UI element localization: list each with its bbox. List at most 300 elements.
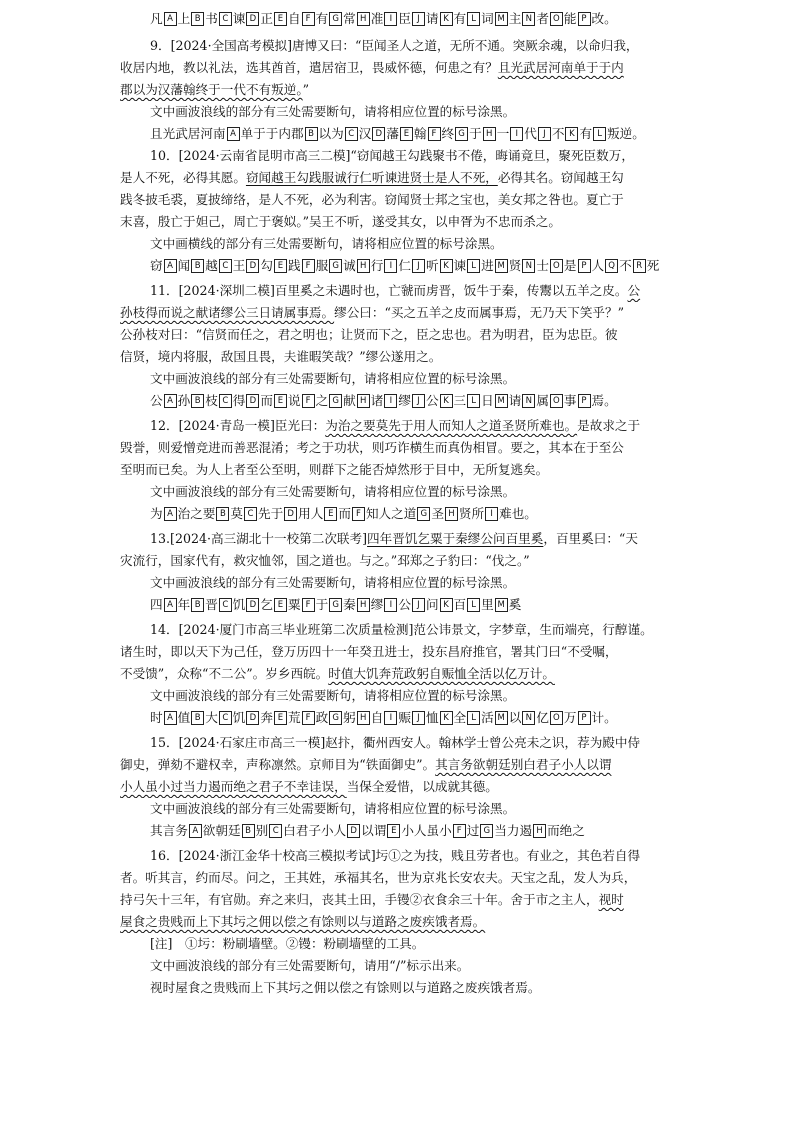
break-label-box[interactable]: B (191, 711, 204, 725)
segment-text: 行 (370, 258, 384, 273)
segment-text: 闻 (177, 258, 191, 273)
break-label-box[interactable]: E (274, 394, 287, 408)
segment-text: 属 (536, 393, 549, 408)
segment-text: 藩 (386, 126, 399, 141)
line-content (0, 167, 624, 189)
text-line (0, 233, 794, 255)
break-label-box[interactable]: G (329, 711, 342, 725)
break-label-box[interactable]: O (550, 394, 563, 408)
break-label-box[interactable]: A (227, 127, 240, 141)
wavy-underlined-text: 时值大饥奔荒政躬自赈恤全活以亿万计。 (328, 666, 555, 681)
break-label-box[interactable]: K (440, 259, 453, 273)
body-text: 践冬披毛裘，夏披缔络，是人不死，必为利害。窃闻贤士邦之宝也，美女邦之咎也。夏亡于 (120, 192, 624, 207)
break-label-box[interactable]: J (412, 598, 425, 612)
line-content (0, 528, 638, 550)
break-label-box[interactable]: E (324, 507, 337, 521)
line-content (0, 933, 424, 955)
body-text: 公孙枝对曰：“信贤而任之，君之明也；让贤而下之，臣之忠也。君为明君，臣为忠臣。彼 (120, 327, 618, 342)
break-label-box[interactable]: K (440, 598, 453, 612)
body-text: 12．[2024·青岛一模]臣光曰： (150, 418, 326, 433)
segment-text: 公 (150, 393, 163, 408)
break-label-box[interactable]: B (191, 394, 204, 408)
break-label-box[interactable]: E (274, 259, 287, 273)
wavy-underlined-text: 屋食之贵贱而上下其圬之佣以偿之有馀则以与道路之废疾饿者焉。 (120, 914, 486, 929)
break-label-box[interactable]: F (302, 598, 315, 612)
segment-text: 其言务 (150, 823, 188, 838)
segment-text: 难也。 (499, 506, 537, 521)
segment-text: 臣 (398, 11, 411, 26)
segment-text: 正 (260, 11, 273, 26)
segment-text: 是 (563, 258, 577, 273)
break-label-box[interactable]: B (242, 824, 255, 838)
text-line (0, 346, 794, 368)
break-label-box[interactable]: P (578, 711, 591, 725)
break-label-box[interactable]: N (522, 394, 535, 408)
text-line (0, 663, 794, 685)
text-line (0, 368, 794, 390)
segment-text: 死 (646, 258, 660, 273)
wavy-underlined-text: 其言务欲朝廷别白君子小人以谓 (435, 757, 612, 772)
segment-text: 翰 (413, 126, 427, 141)
text-line (0, 911, 794, 933)
line-content (0, 820, 585, 842)
break-label-box[interactable]: C (269, 824, 282, 838)
break-label-box[interactable]: R (633, 259, 646, 273)
segment-text: 不 (619, 258, 632, 273)
option-line (0, 594, 794, 616)
line-content (0, 57, 624, 79)
wavy-underlined-text: 小人虽小过当力遏而绝之君子不幸诖误， (120, 779, 347, 794)
segment-text: 听 (425, 258, 439, 273)
body-text: 文中画波浪线的部分有三处需要断句，请将相应位置的标号涂黑。 (150, 371, 516, 386)
line-content (0, 8, 617, 30)
option-line (0, 255, 794, 277)
segment-text: 有 (579, 126, 593, 141)
line-content (0, 977, 540, 999)
option-line (0, 503, 794, 525)
break-label-box[interactable]: A (164, 711, 177, 725)
text-line (0, 619, 794, 641)
text-line (0, 798, 794, 820)
break-label-box[interactable]: P (578, 394, 591, 408)
break-label-box[interactable]: C (219, 598, 232, 612)
segment-text: 自 (370, 710, 384, 725)
segment-text: 焉。 (591, 393, 617, 408)
break-label-box[interactable]: L (467, 259, 480, 273)
break-label-box[interactable]: M (495, 598, 508, 612)
line-content (0, 550, 530, 572)
segment-text: 年 (177, 597, 191, 612)
break-label-box[interactable]: F (302, 12, 315, 26)
segment-text: 且光武居河南 (150, 126, 226, 141)
body-text: 毁誉，则爱憎竞进而善恶混淆；考之于功状，则巧诈横生而真伪相冒。要之，其本在于至公 (120, 440, 624, 455)
break-label-box[interactable]: E (387, 824, 400, 838)
segment-text: 缪 (370, 597, 384, 612)
break-label-box[interactable]: A (164, 259, 177, 273)
segment-text: 先于 (257, 506, 284, 521)
text-line (0, 550, 794, 572)
segment-text: 白君子小人 (283, 823, 347, 838)
text-line (0, 459, 794, 481)
break-label-box[interactable]: K (440, 711, 453, 725)
break-label-box[interactable]: J (538, 127, 551, 141)
break-label-box[interactable]: I (384, 711, 397, 725)
line-content (0, 233, 503, 255)
segment-text: 诸 (370, 393, 384, 408)
break-label-box[interactable]: N (522, 12, 535, 26)
text-line (0, 955, 794, 977)
break-label-box[interactable]: C (244, 507, 257, 521)
break-label-box[interactable]: I (510, 127, 523, 141)
break-label-box[interactable]: D (246, 598, 259, 612)
segment-text: 而 (260, 393, 273, 408)
break-label-box[interactable]: G (329, 394, 342, 408)
segment-text: 大 (205, 710, 218, 725)
break-label-box[interactable]: J (412, 259, 425, 273)
break-label-box[interactable]: F (302, 394, 315, 408)
break-label-box[interactable]: C (345, 127, 358, 141)
text-line (0, 933, 794, 955)
segment-text: 于 (469, 126, 482, 141)
break-label-box[interactable]: H (357, 394, 370, 408)
segment-text: 人 (591, 258, 605, 273)
line-content (0, 707, 617, 729)
segment-text: 改。 (591, 11, 617, 26)
segment-text: 自 (287, 11, 301, 26)
break-label-box[interactable]: B (305, 127, 318, 141)
body-text: 末喜，殷亡于妲己，周亡于褒姒。”吴王不听，遂受其女，以申胥为不忠而杀之。 (120, 214, 561, 229)
line-content (0, 619, 653, 641)
segment-text: 躬 (343, 710, 356, 725)
segment-text: 恤 (425, 710, 439, 725)
segment-text: 饥 (232, 710, 246, 725)
break-label-box[interactable]: F (302, 711, 315, 725)
break-label-box[interactable]: F (352, 507, 365, 521)
segment-text: 活 (481, 710, 494, 725)
text-line (0, 302, 794, 324)
break-label-box[interactable]: A (164, 394, 177, 408)
line-content (0, 955, 469, 977)
break-label-box[interactable]: K (440, 394, 453, 408)
text-line (0, 732, 794, 754)
segment-text: 而 (338, 506, 351, 521)
segment-text: 当力遏 (494, 823, 533, 838)
break-label-box[interactable]: D (246, 711, 259, 725)
body-text: ，百里奚曰：“天 (543, 531, 638, 546)
segment-text: 汉 (358, 126, 372, 141)
body-text: 御史，弹劾不避权幸，声称凛然。京师目为“铁面御史”。 (120, 757, 436, 772)
break-label-box[interactable]: D (246, 394, 259, 408)
segment-text: 缪 (398, 393, 411, 408)
line-content (0, 867, 636, 889)
segment-text: 问 (425, 597, 439, 612)
break-label-box[interactable]: A (164, 598, 177, 612)
segment-text: 说 (287, 393, 301, 408)
line-content (0, 459, 548, 481)
line-content (0, 79, 309, 101)
segment-text: 准 (370, 11, 384, 26)
break-label-box[interactable]: J (412, 394, 425, 408)
body-text: 文中画波浪线的部分有三处需要断句，请将相应位置的标号涂黑。 (150, 575, 516, 590)
break-label-box[interactable]: H (533, 824, 546, 838)
break-label-box[interactable]: G (329, 598, 342, 612)
break-label-box[interactable]: A (189, 824, 202, 838)
break-label-box[interactable]: I (485, 507, 498, 521)
line-content (0, 35, 639, 57)
body-text: 文中画横线的部分有三处需要断句，请将相应位置的标号涂黑。 (150, 236, 503, 251)
break-label-box[interactable]: A (164, 507, 177, 521)
break-label-box[interactable]: K (565, 127, 578, 141)
segment-text: 践 (287, 258, 301, 273)
body-text: 必得其名。窃闻越王勾 (497, 170, 624, 185)
body-text: 当保全爱惜，以成就其德。 (346, 779, 498, 794)
segment-text: 奔 (260, 710, 273, 725)
segment-text: 孙 (177, 393, 191, 408)
break-label-box[interactable]: I (384, 598, 397, 612)
break-label-box[interactable]: H (357, 259, 370, 273)
break-label-box[interactable]: H (357, 598, 370, 612)
segment-text: 献 (343, 393, 356, 408)
segment-text: 单于于内郡 (240, 126, 304, 141)
break-label-box[interactable]: M (495, 394, 508, 408)
body-text: 10．[2024·云南省昆明市高三二模]“窃闻越王勾践聚书不倦，晦诵竟旦，聚死臣数万， (150, 148, 634, 163)
segment-text: 日 (481, 393, 494, 408)
text-line (0, 685, 794, 707)
text-line (0, 481, 794, 503)
segment-text: 粟 (287, 597, 301, 612)
break-label-box[interactable]: L (593, 127, 606, 141)
body-text: 9．[2024·全国高考模拟]唐博又曰：“臣闻圣人之道，无所不通。突厥余魂，以命归我， (150, 38, 639, 53)
break-label-box[interactable]: J (412, 12, 425, 26)
break-label-box[interactable]: A (164, 12, 177, 26)
text-line (0, 641, 794, 663)
break-label-box[interactable]: K (440, 12, 453, 26)
break-label-box[interactable]: G (329, 12, 342, 26)
break-label-box[interactable]: F (302, 259, 315, 273)
segment-text: 饥 (232, 597, 246, 612)
break-label-box[interactable]: B (216, 507, 229, 521)
break-label-box[interactable]: D (246, 259, 259, 273)
break-label-box[interactable]: O (550, 259, 563, 273)
body-text: [注] ①圬：粉刷墙壁。②镘：粉刷墙壁的工具。 (150, 936, 425, 951)
line-content (0, 798, 515, 820)
line-content (0, 302, 624, 324)
break-label-box[interactable]: E (274, 12, 287, 26)
segment-text: 公 (425, 393, 439, 408)
segment-text: 小人虽小 (401, 823, 452, 838)
line-content (0, 663, 555, 685)
segment-text: 政 (315, 710, 329, 725)
segment-text: 服 (315, 258, 329, 273)
segment-text: 于 (315, 597, 329, 612)
break-label-box[interactable]: O (550, 711, 563, 725)
break-label-box[interactable]: I (384, 259, 397, 273)
break-label-box[interactable]: B (191, 12, 204, 26)
break-label-box[interactable]: M (495, 12, 508, 26)
text-line (0, 101, 794, 123)
break-label-box[interactable]: N (522, 259, 535, 273)
segment-text: 莫 (230, 506, 243, 521)
text-line (0, 437, 794, 459)
body-text: 是故求之于 (577, 418, 641, 433)
break-label-box[interactable]: D (246, 12, 259, 26)
break-label-box[interactable]: C (219, 394, 232, 408)
segment-text: 别 (255, 823, 269, 838)
segment-text: 越 (205, 258, 218, 273)
break-label-box[interactable]: D (372, 127, 385, 141)
wavy-underlined-text: 郡以为汉藩翰终于一代不有叛逆。 (120, 82, 303, 97)
break-label-box[interactable]: C (219, 711, 232, 725)
segment-text: 治之要 (177, 506, 216, 521)
segment-text: 者 (536, 11, 549, 26)
segment-text: 仁 (398, 258, 411, 273)
break-label-box[interactable]: I (384, 394, 397, 408)
segment-text: 谏 (453, 258, 467, 273)
segment-text: 计。 (591, 710, 617, 725)
segment-text: 乞 (260, 597, 273, 612)
break-label-box[interactable]: C (219, 259, 232, 273)
break-label-box[interactable]: B (191, 259, 204, 273)
break-label-box[interactable]: P (578, 12, 591, 26)
segment-text: 士 (536, 258, 549, 273)
break-label-box[interactable]: E (274, 711, 287, 725)
break-label-box[interactable]: H (483, 127, 496, 141)
segment-text: 荒 (287, 710, 301, 725)
body-text: 文中画波浪线的部分有三处需要断句，请将相应位置的标号涂黑。 (150, 688, 516, 703)
segment-text: 知人之道 (365, 506, 417, 521)
break-label-box[interactable]: D (347, 824, 360, 838)
segment-text: 终 (441, 126, 455, 141)
break-label-box[interactable]: F (453, 824, 466, 838)
segment-text: 不 (551, 126, 565, 141)
text-line (0, 35, 794, 57)
body-text: 诸生时，即以天下为己任，登万历四十一年癸丑进士，投东昌府推官，署其门曰“不受嘱， (120, 644, 618, 659)
segment-text: 百 (453, 597, 467, 612)
wavy-underlined-text: 公 (627, 283, 641, 298)
break-label-box[interactable]: G (329, 259, 342, 273)
option-line (0, 390, 794, 412)
segment-text: 诚 (343, 258, 356, 273)
segment-text: 之 (315, 393, 329, 408)
break-label-box[interactable]: G (417, 507, 430, 521)
break-label-box[interactable]: D (284, 507, 297, 521)
line-content (0, 211, 561, 233)
break-label-box[interactable]: L (467, 394, 480, 408)
body-text: 文中画波浪线的部分有三处需要断句，请将相应位置的标号涂黑。 (150, 104, 516, 119)
segment-text: 勾 (260, 258, 273, 273)
segment-text: 有 (315, 11, 329, 26)
body-text: 收居内地，教以礼法，选其酋首，遣居宿卫，畏威怀德，何患之有？ (120, 60, 498, 75)
option-line (0, 123, 794, 145)
segment-text: 四 (150, 597, 163, 612)
body-text: 文中画波浪线的部分有三处需要断句，请用“/”标示出来。 (150, 958, 470, 973)
text-line (0, 776, 794, 798)
line-content (0, 437, 624, 459)
body-text: 文中画波浪线的部分有三处需要断句，请将相应位置的标号涂黑。 (150, 484, 516, 499)
line-content (0, 732, 640, 754)
break-label-box[interactable]: G (455, 127, 468, 141)
body-text: 者。听其言，约而尽。问之，王其姓，承福其名，世为京兆长安农夫。天宝之乱，发人为兵， (120, 870, 637, 885)
segment-text: 词 (481, 11, 494, 26)
line-content (0, 845, 640, 867)
text-line (0, 867, 794, 889)
segment-text: 全 (453, 710, 467, 725)
segment-text: 以 (508, 710, 522, 725)
break-label-box[interactable]: Q (605, 259, 618, 273)
line-content (0, 189, 624, 211)
body-text: 文中画波浪线的部分有三处需要断句，请将相应位置的标号涂黑。 (150, 801, 516, 816)
break-label-box[interactable]: L (467, 711, 480, 725)
segment-text: 万 (563, 710, 577, 725)
line-content (0, 346, 441, 368)
segment-text: 时 (150, 710, 163, 725)
break-label-box[interactable]: F (428, 127, 441, 141)
segment-text: 赈 (398, 710, 411, 725)
segment-text: 得 (232, 393, 246, 408)
break-label-box[interactable]: H (357, 12, 370, 26)
segment-text: 代 (524, 126, 537, 141)
break-label-box[interactable]: B (191, 598, 204, 612)
break-label-box[interactable]: H (445, 507, 458, 521)
break-label-box[interactable]: P (578, 259, 591, 273)
segment-text: 晋 (205, 597, 218, 612)
segment-text: 以为 (318, 126, 344, 141)
break-label-box[interactable]: L (467, 598, 480, 612)
segment-text: 过 (466, 823, 480, 838)
segment-text: 王 (232, 258, 246, 273)
break-label-box[interactable]: G (480, 824, 493, 838)
text-line (0, 280, 794, 302)
segment-text: 奚 (508, 597, 522, 612)
line-content (0, 641, 618, 663)
break-label-box[interactable]: E (274, 598, 287, 612)
line-content (0, 145, 634, 167)
break-label-box[interactable]: E (400, 127, 413, 141)
text-line (0, 889, 794, 911)
line-content (0, 503, 537, 525)
body-text: 11．[2024·深圳二模]百里奚之未遇时也，亡虢而虏晋，饭牛于秦，传鬻以五羊之皮。 (150, 283, 628, 298)
break-label-box[interactable]: O (550, 12, 563, 26)
body-text: 14．[2024·厦门市高三毕业班第二次质量检测]范公讳景文，字梦章，生而端亮，行醇谨。 (150, 622, 653, 637)
body-text: 信贤，境内将服，敌国且畏，夫谁暇笑哉？”缪公遂用之。 (120, 349, 442, 364)
segment-text: 三 (453, 393, 467, 408)
body-text: 视时屋食之贵贱而上下其圬之佣以偿之有馀则以与道路之废疾饿者焉。 (150, 980, 541, 995)
option-line (0, 820, 794, 842)
segment-text: 窃 (150, 258, 163, 273)
body-text: ” (302, 82, 310, 97)
break-label-box[interactable]: L (467, 12, 480, 26)
break-label-box[interactable]: H (357, 711, 370, 725)
segment-text: 枝 (205, 393, 218, 408)
segment-text: 而绝之 (547, 823, 585, 838)
text-line (0, 145, 794, 167)
body-text: 持弓矢十三年，有官勋。弃之来归，丧其土田，手镘②衣食余三十年。舍于市之主人， (120, 892, 599, 907)
text-line (0, 211, 794, 233)
break-label-box[interactable]: M (495, 711, 508, 725)
segment-text: 亿 (536, 710, 549, 725)
break-label-box[interactable]: I (384, 12, 397, 26)
segment-text: 请 (508, 393, 522, 408)
text-line (0, 528, 794, 550)
line-content (0, 754, 611, 776)
text-line (0, 324, 794, 346)
break-label-box[interactable]: C (219, 12, 232, 26)
segment-text: 进 (481, 258, 494, 273)
break-label-box[interactable]: N (522, 711, 535, 725)
text-line (0, 977, 794, 999)
break-label-box[interactable]: M (495, 259, 508, 273)
break-label-box[interactable]: J (412, 711, 425, 725)
